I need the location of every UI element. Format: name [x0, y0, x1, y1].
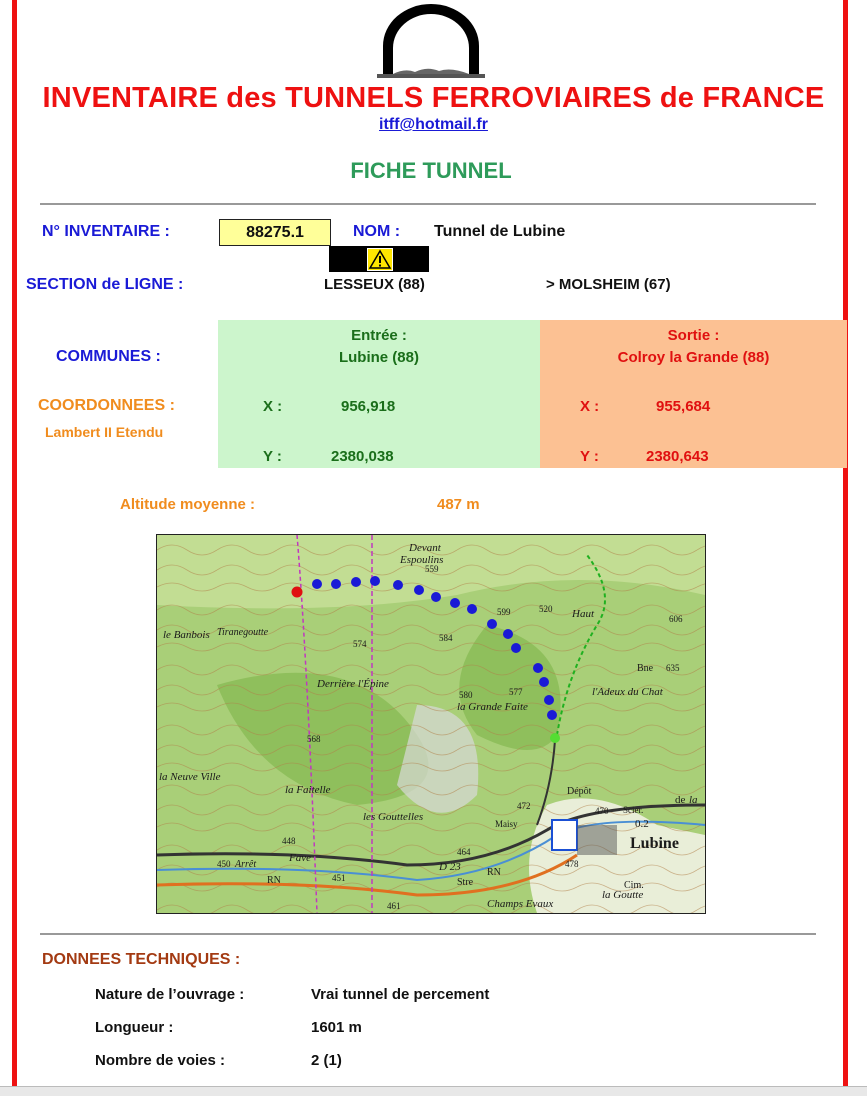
map-label: Stre	[457, 877, 474, 888]
map-label: Arrêt	[235, 859, 257, 870]
map-label: 599	[497, 607, 511, 617]
tech-row-voies-value: 2 (1)	[311, 1052, 342, 1069]
communes-label: COMMUNES :	[56, 348, 161, 365]
map-label: Haut	[572, 608, 594, 620]
map-label: Champs Evaux	[487, 898, 554, 910]
tech-row-longueur-value: 1601 m	[311, 1019, 362, 1036]
section-from: LESSEUX (88)	[324, 276, 425, 293]
map-label: 635	[666, 663, 680, 673]
tech-row-nature-label: Nature de l’ouvrage :	[95, 986, 245, 1003]
sortie-x-label: X :	[580, 398, 600, 415]
map-label: la	[689, 794, 698, 806]
inventaire-label: N° INVENTAIRE :	[42, 223, 170, 240]
nom-label: NOM :	[353, 223, 401, 240]
map-label: la Goutte	[602, 889, 644, 901]
inventaire-value: 88275.1	[219, 219, 331, 246]
map-label: Espoulins	[400, 554, 444, 566]
map-label: Cim.	[624, 880, 644, 891]
nom-value: Tunnel de Lubine	[434, 223, 566, 240]
entree-label: Entrée :	[351, 327, 407, 344]
map-label: D 23	[439, 861, 461, 873]
divider-top	[40, 203, 816, 205]
map-label: 470	[595, 806, 609, 816]
map-label: la Neuve Ville	[159, 771, 221, 783]
map-label: RN	[267, 875, 281, 886]
coordinate-system: Lambert II Etendu	[45, 424, 164, 440]
map-label: Lubine	[630, 835, 679, 852]
map-label: le Banbois	[163, 629, 210, 641]
map-label: 584	[439, 633, 453, 643]
map-label: 559	[425, 564, 439, 574]
sortie-y-label: Y :	[580, 448, 599, 465]
map-label: 520	[539, 604, 553, 614]
map-label: Devant	[409, 542, 441, 554]
section-to: > MOLSHEIM (67)	[546, 276, 671, 293]
map-label: 461	[387, 901, 401, 911]
map-label: Tiranegoutte	[217, 627, 269, 638]
map-label: 464	[457, 847, 471, 857]
map-label: 472	[517, 801, 531, 811]
entree-x-label: X :	[263, 398, 283, 415]
map-label: la Faitelle	[285, 784, 331, 796]
map-label: Derrière l'Épine	[317, 678, 389, 690]
map-label: 568	[307, 734, 321, 744]
entree-x-value: 956,918	[341, 398, 396, 415]
map-label: Dépôt	[567, 786, 592, 797]
map-label: RN	[487, 867, 501, 878]
topographic-map[interactable]	[156, 534, 706, 914]
entree-y-value: 2380,038	[331, 448, 394, 465]
tech-row-longueur-label: Longueur :	[95, 1019, 174, 1036]
section-label: SECTION de LIGNE :	[26, 276, 184, 293]
sortie-y-value: 2380,643	[646, 448, 709, 465]
entree-commune: Lubine (88)	[338, 349, 419, 366]
map-label: 574	[353, 639, 367, 649]
fiche-title: FICHE TUNNEL	[350, 158, 512, 183]
sortie-label: Sortie :	[667, 327, 720, 344]
sortie-x-value: 955,684	[656, 398, 711, 415]
map-label: les Gouttelles	[363, 811, 424, 823]
email-link[interactable]: itff@hotmail.fr	[379, 116, 488, 133]
altitude-value: 487 m	[437, 496, 480, 513]
map-label: Maisy	[495, 819, 518, 829]
warning-box	[329, 246, 429, 272]
donnees-techniques-label: DONNEES TECHNIQUES :	[42, 951, 241, 968]
map-label: la Grande Faite	[457, 701, 528, 713]
map-label: 450	[217, 859, 231, 869]
divider-bottom	[40, 933, 816, 935]
tech-row-voies-label: Nombre de voies :	[95, 1052, 226, 1069]
map-label: 478	[565, 859, 579, 869]
map-label: Bne	[637, 663, 654, 674]
document-title: INVENTAIRE des TUNNELS FERROVIAIRES de FRANCE	[42, 82, 825, 114]
map-label: 606	[669, 614, 683, 624]
map-label: Scier.	[623, 805, 644, 815]
map-label: 577	[509, 687, 523, 697]
map-label: Fave	[289, 852, 311, 864]
sortie-commune: Colroy la Grande (88)	[617, 349, 770, 366]
map-label: l'Adeux du Chat	[592, 686, 663, 698]
map-label: 580	[459, 690, 473, 700]
altitude-label: Altitude moyenne :	[120, 496, 256, 513]
coordonnees-label: COORDONNEES :	[38, 397, 175, 414]
map-label: 448	[282, 836, 296, 846]
entree-y-label: Y :	[263, 448, 282, 465]
map-label: 0.2	[635, 818, 649, 830]
map-label: de	[675, 794, 686, 806]
tech-row-nature-value: Vrai tunnel de percement	[311, 986, 490, 1003]
warning-icon	[367, 248, 393, 271]
tunnel-logo-icon	[375, 2, 487, 80]
map-label: 451	[332, 873, 346, 883]
